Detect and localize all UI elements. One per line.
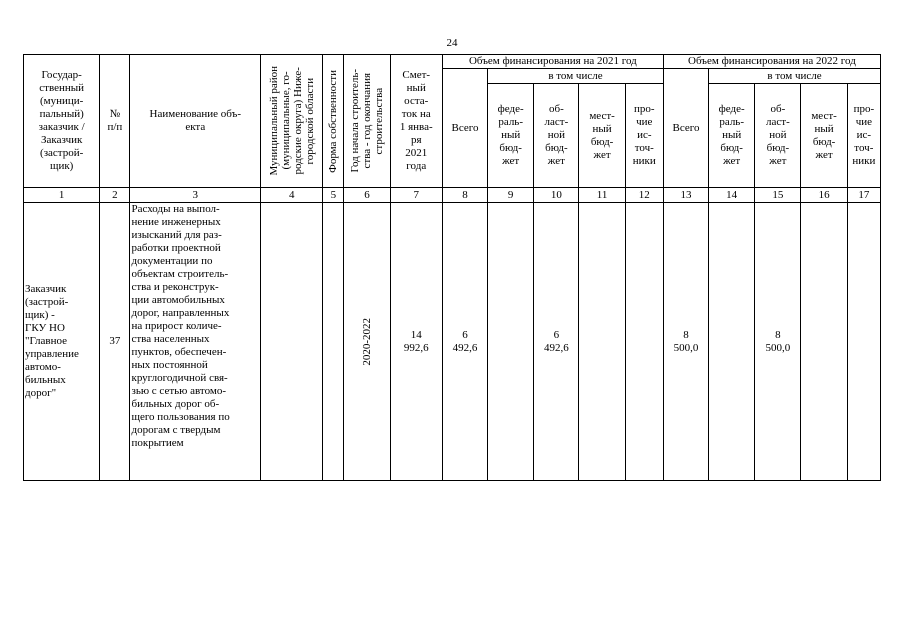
header-municipality-cell [261,55,323,188]
cell-customer: Заказчик (застрой- щик) - ГКУ НО "Главное управление автомо- бильных дорог" [24,203,100,481]
cell-ownership [323,203,344,481]
column-number: 16 [801,188,847,203]
header-total-2021: Всего [442,69,487,188]
cell-total-2022: 8 500,0 [663,203,708,481]
header-row-1 [24,55,881,69]
header-estimate: Смет- ный оста- ток на 1 янва- ря 2021 года [390,55,442,188]
header-municipality: Муниципальный район (муниципальные, го- родские округа) Ниже- городской области [267,66,316,176]
column-number: 12 [625,188,663,203]
cell-years: 2020-2022 [361,317,374,366]
cell-regional-2021: 6 492,6 [534,203,579,481]
column-number: 17 [847,188,880,203]
column-number: 11 [579,188,625,203]
cell-other-2022 [847,203,880,481]
cell-local-2022 [801,203,847,481]
column-number: 5 [323,188,344,203]
column-number: 4 [261,188,323,203]
column-number: 8 [442,188,487,203]
header-including-2022: в том числе [709,69,881,84]
column-number: 13 [663,188,708,203]
header-years-cell [344,55,390,188]
header-total-2022: Всего [663,69,708,188]
cell-total-2021: 6 492,6 [442,203,487,481]
cell-regional-2022: 8 500,0 [755,203,801,481]
column-number: 7 [390,188,442,203]
cell-other-2021 [625,203,663,481]
cell-object-name: Расходы на выпол- нение инженерных изысканий для раз- работки проектной документации по объектам строитель- ства и реконструк- ции автомобильных дорог, направленных на прирост количе- ства населенных пунктов, обеспечен- ных постоянной круглогодичной свя- зью с сетью автомо- бильных дорог об- щего пользования по дорогам с твердым покрытием [130,203,261,481]
header-ownership-cell [323,55,344,188]
header-object-name: Наименование объ- екта [130,55,261,188]
header-federal-2022: феде- раль- ный бюд- жет [709,84,755,188]
column-number: 3 [130,188,261,203]
cell-federal-2022 [709,203,755,481]
header-other-2022: про- чие ис- точ- ники [847,84,880,188]
cell-years-cell [344,203,390,481]
header-local-2022: мест- ный бюд- жет [801,84,847,188]
header-customer: Государ- ственный (муници- пальный) заказчик / Заказчик (застрой- щик) [24,55,100,188]
header-number: № п/п [100,55,130,188]
column-number: 1 [24,188,100,203]
header-other-2021: про- чие ис- точ- ники [625,84,663,188]
financing-table [23,54,881,481]
header-years: Год начала строитель- ства - год окончания строительства [349,69,386,173]
header-regional-2021: об- ласт- ной бюд- жет [534,84,579,188]
header-local-2021: мест- ный бюд- жет [579,84,625,188]
column-number: 14 [709,188,755,203]
cell-local-2021 [579,203,625,481]
header-federal-2021: феде- раль- ный бюд- жет [488,84,534,188]
column-number: 9 [488,188,534,203]
header-fin-2022: Объем финансирования на 2022 год [663,55,880,69]
header-including-2021: в том числе [488,69,664,84]
column-number: 15 [755,188,801,203]
cell-municipality [261,203,323,481]
header-ownership: Форма собственности [327,69,340,173]
header-fin-2021: Объем финансирования на 2021 год [442,55,663,69]
cell-number: 37 [100,203,130,481]
column-number-row [24,188,881,203]
column-number: 2 [100,188,130,203]
column-number: 10 [534,188,579,203]
cell-estimate: 14 992,6 [390,203,442,481]
column-number: 6 [344,188,390,203]
header-regional-2022: об- ласт- ной бюд- жет [755,84,801,188]
table-row [24,203,881,481]
cell-federal-2021 [488,203,534,481]
page-number: 24 [446,37,458,49]
